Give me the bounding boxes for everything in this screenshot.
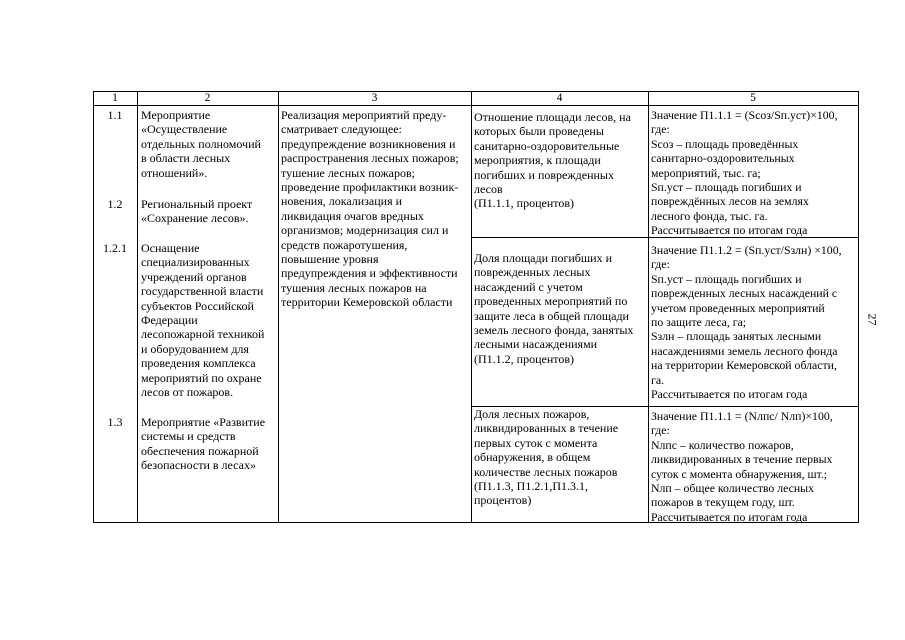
page-number: 27: [865, 313, 880, 326]
measure-1-2: Региональный проект «Сохранение лесов».: [141, 197, 253, 226]
measure-1-2-1: Оснащение специализированных учреждений органов государственной власти субъектов Российской Федерации лесопожарной техникой и оборудованием для проведения комплекса мероприятий по охране лесов от пожаров.: [141, 241, 265, 400]
implementation-description: Реализация мероприятий преду- сматривает следующее: предупреждение возникновения и распространения лесных пожаров; тушение лесных пожаров; проведение профилактики возник- новения, локализация и ликвидация очагов вредных организмов; модернизация сил и средств пожаротушения, повышение уровня предупреждения и эффективности тушения лесных пожаров на территории Кемеровской области: [281, 108, 459, 310]
formula-p1-1-3: Значение П1.1.1 = (Nлпс/ Nлп)×100, где: Nлпс – количество пожаров, ликвидированных в течение первых суток с момента обнаружения, шт.; Nлп – общее количество лесных пожаров в текущем году, шт. Рассчитывается по итогам года: [651, 409, 833, 524]
header-col-5: 5: [750, 92, 756, 104]
row-number-1-2: 1.2: [107, 197, 123, 211]
header-col-1: 1: [112, 92, 118, 104]
row-number-1-3: 1.3: [107, 415, 123, 429]
measure-1-3: Мероприятие «Развитие системы и средств обеспечения пожарной безопасности в лесах»: [141, 415, 266, 473]
header-col-3: 3: [371, 92, 378, 104]
header-col-2: 2: [204, 92, 211, 104]
indicator-p1-1-2: Доля площади погибших и поврежденных лесных насаждений с учетом проведенных мероприятий по защите леса в общей площади земель лесного фонда, занятых лесными насаждениями (П1.1.2, процентов): [474, 251, 634, 366]
indicator-p1-1-1: Отношение площади лесов, на которых были проведены санитарно-оздоровительные мероприятия, к площади погибших и поврежденных лесов (П1.1.1, процентов): [474, 110, 631, 211]
formula-p1-1-1: Значение П1.1.1 = (Sсоз/Sп.уст)×100, где: Sсоз – площадь проведённых санитарно-оздоровительных мероприятий, тыс. га; Sп.уст – площадь погибших и повреждённых лесов на землях лесного фонда, тыс. га. Рассчитывается по итогам года: [651, 108, 838, 238]
indicator-table: [93, 91, 859, 523]
row-number-1-2-1: 1.2.1: [103, 241, 127, 255]
formula-p1-1-2: Значение П1.1.2 = (Sп.уст/Sзлн) ×100, где: Sп.уст – площадь погибших и поврежденных лесных насаждений с учетом проведенных мероприятий по защите леса, га; Sзлн – площадь занятых лесными насаждениями земель лесного фонда на территории Кемеровской области, га. Рассчитывается по итогам года: [651, 243, 842, 402]
row-number-1-1: 1.1: [107, 108, 123, 122]
header-col-4: 4: [556, 92, 563, 104]
indicator-p1-1-3: Доля лесных пожаров, ликвидированных в течение первых суток с момента обнаружения, в общем количестве лесных пожаров (П1.1.3, П1.2.1,П1.3.1, процентов): [474, 407, 619, 508]
measure-1-1: Мероприятие «Осуществление отдельных полномочий в области лесных отношений».: [141, 108, 261, 180]
